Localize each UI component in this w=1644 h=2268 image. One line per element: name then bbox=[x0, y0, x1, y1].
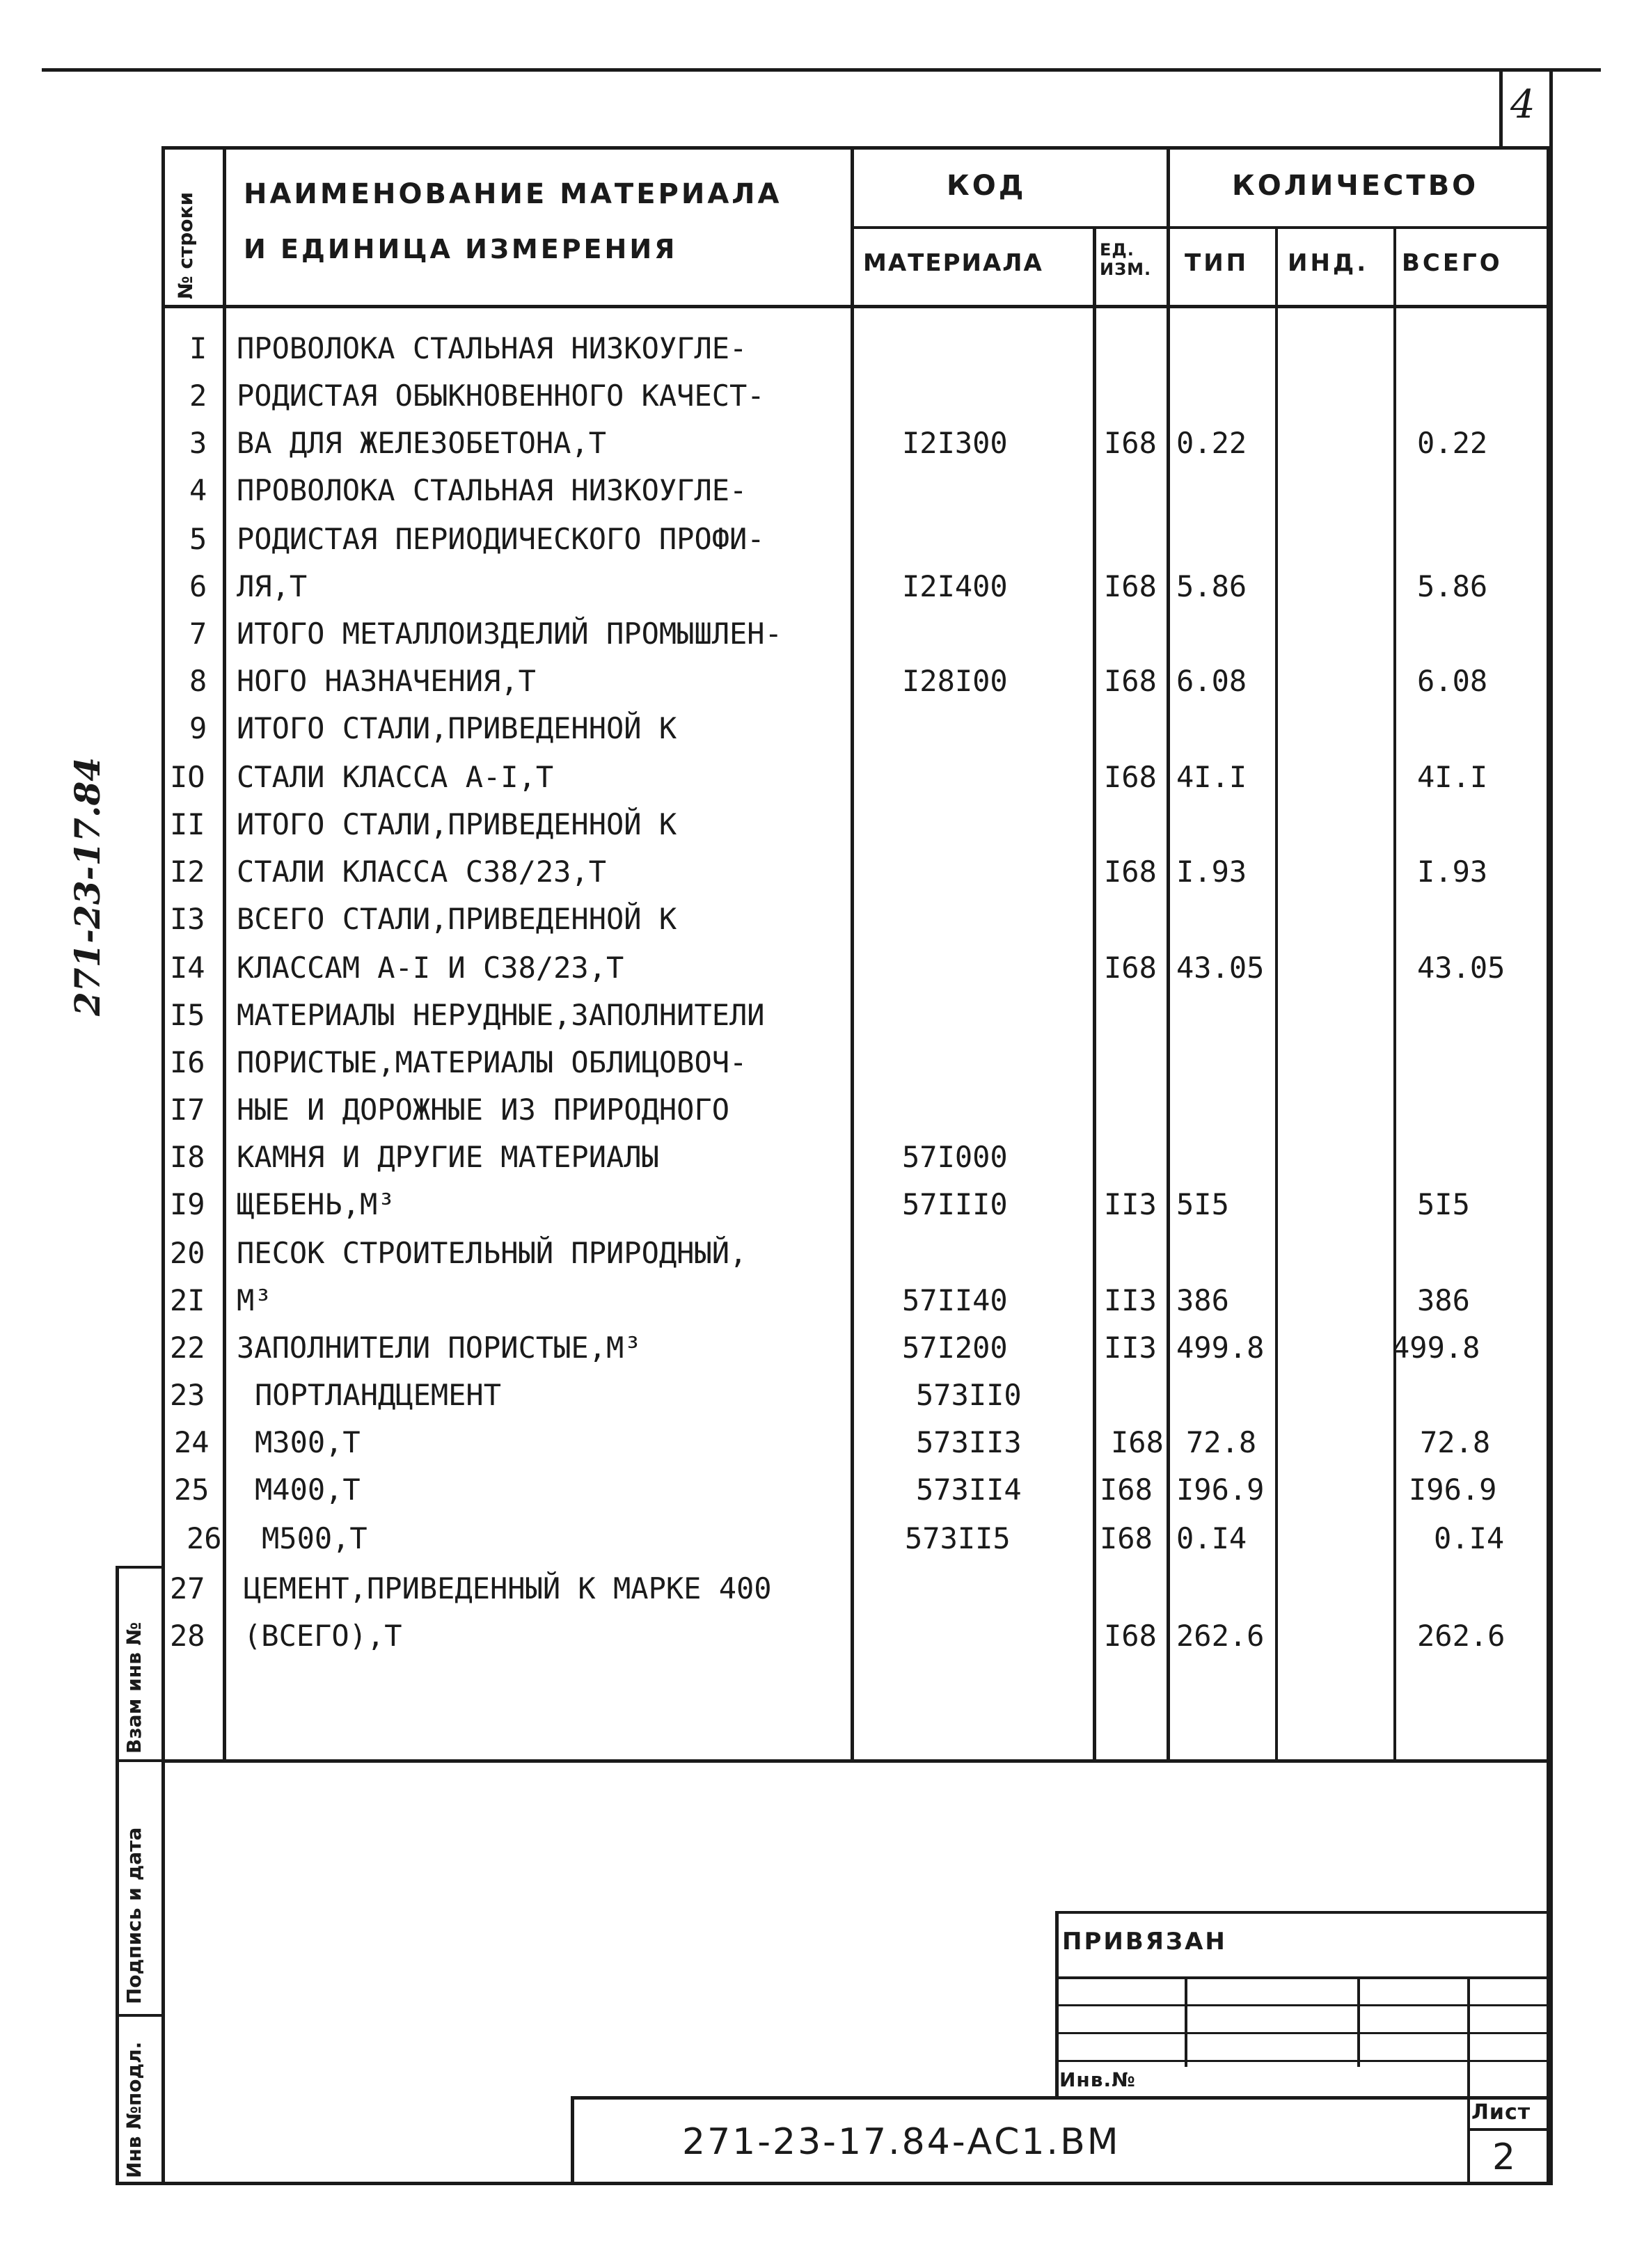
row-number: 28 bbox=[170, 1619, 205, 1653]
row-type: 5I5 bbox=[1176, 1187, 1229, 1221]
row-name: ЗАПОЛНИТЕЛИ ПОРИСТЫЕ,М³ bbox=[237, 1331, 642, 1365]
row-number: I3 bbox=[170, 902, 205, 936]
header-code: КОД bbox=[947, 170, 1027, 202]
header-row-number: № строки bbox=[174, 191, 197, 299]
stamp-box-top bbox=[1055, 1911, 1549, 1914]
row-number: 7 bbox=[189, 617, 207, 651]
row-total: 262.6 bbox=[1417, 1619, 1505, 1653]
row-name: ИТОГО СТАЛИ,ПРИВЕДЕННОЙ К bbox=[237, 711, 677, 745]
row-name: ЦЕМЕНТ,ПРИВЕДЕННЫЙ К МАРКЕ 400 bbox=[244, 1571, 772, 1605]
sheet-box-divider bbox=[1467, 2128, 1549, 2131]
row-number: 20 bbox=[170, 1236, 205, 1270]
row-type: I.93 bbox=[1176, 855, 1247, 889]
row-total: 5I5 bbox=[1417, 1187, 1470, 1221]
row-name: ПРОВОЛОКА СТАЛЬНАЯ НИЗКОУГЛЕ- bbox=[237, 331, 748, 365]
sheet-number: 2 bbox=[1492, 2136, 1516, 2178]
row-type: 6.08 bbox=[1176, 664, 1247, 698]
sheet-label: Лист bbox=[1471, 2100, 1531, 2125]
row-number: 24 bbox=[174, 1425, 210, 1459]
row-code: 573II4 bbox=[916, 1473, 1022, 1507]
row-name: М500,Т bbox=[262, 1521, 367, 1555]
row-code: 57I200 bbox=[902, 1331, 1008, 1365]
row-name: НЫЕ И ДОРОЖНЫЕ ИЗ ПРИРОДНОГО bbox=[237, 1093, 730, 1127]
header-q-type: ТИП bbox=[1185, 249, 1249, 277]
row-number: 4 bbox=[189, 473, 207, 507]
side-strip-top bbox=[116, 1566, 163, 1569]
side-strip-sep2 bbox=[116, 2014, 163, 2017]
row-name: ИТОГО МЕТАЛЛОИЗДЕЛИЙ ПРОМЫШЛЕН- bbox=[237, 617, 782, 651]
row-number: I4 bbox=[170, 951, 205, 985]
row-number: 2 bbox=[189, 379, 207, 413]
row-unit: I68 bbox=[1111, 1425, 1164, 1459]
row-unit: I68 bbox=[1100, 1473, 1153, 1507]
row-total: 0.22 bbox=[1417, 426, 1488, 460]
row-number: 9 bbox=[189, 711, 207, 745]
side-strip-sep1 bbox=[116, 1759, 163, 1762]
side-label-sign-date: Подпись и дата bbox=[122, 1827, 145, 2004]
row-type: 43.05 bbox=[1176, 951, 1265, 985]
row-type: 0.22 bbox=[1176, 426, 1247, 460]
row-total: 72.8 bbox=[1420, 1425, 1491, 1459]
row-number: I bbox=[189, 331, 207, 365]
row-number: 22 bbox=[170, 1331, 205, 1365]
row-total: 43.05 bbox=[1417, 951, 1505, 985]
page-number-box-left bbox=[1499, 70, 1503, 146]
row-name: М400,Т bbox=[255, 1473, 361, 1507]
row-number: I2 bbox=[170, 855, 205, 889]
row-number: 5 bbox=[189, 522, 207, 556]
row-total: 4I.I bbox=[1417, 760, 1488, 794]
page-number: 4 bbox=[1510, 82, 1535, 127]
row-number: I7 bbox=[170, 1093, 205, 1127]
row-name: ИТОГО СТАЛИ,ПРИВЕДЕННОЙ К bbox=[237, 807, 677, 841]
side-document-code: 271-23-17.84 bbox=[67, 756, 108, 1016]
table-top-border bbox=[161, 146, 1549, 150]
header-bottom-line bbox=[161, 305, 1549, 308]
row-name: КЛАССАМ А-I И С38/23,Т bbox=[237, 951, 624, 985]
row-number: I5 bbox=[170, 998, 205, 1032]
row-unit: I68 bbox=[1104, 569, 1157, 603]
header-q-total: ВСЕГО bbox=[1402, 249, 1503, 277]
row-code: I2I400 bbox=[902, 569, 1008, 603]
side-strip-left bbox=[116, 1566, 119, 2185]
stamp-vline-2 bbox=[1357, 1976, 1360, 2067]
row-name: КАМНЯ И ДРУГИЕ МАТЕРИАЛЫ bbox=[237, 1140, 659, 1174]
col-line-rowno bbox=[223, 146, 226, 1761]
side-label-inv-orig: Инв №подл. bbox=[122, 2041, 145, 2178]
header-mid-line bbox=[851, 226, 1547, 229]
stamp-vline-3 bbox=[1467, 1976, 1470, 2185]
header-q-ind: ИНД. bbox=[1288, 249, 1369, 277]
col-line-unit bbox=[1167, 146, 1170, 1761]
document-code: 271-23-17.84-АС1.ВМ bbox=[682, 2121, 1121, 2163]
row-name: СТАЛИ КЛАССА А-I,Т bbox=[237, 760, 554, 794]
row-unit: I68 bbox=[1104, 855, 1157, 889]
row-unit: I68 bbox=[1104, 664, 1157, 698]
row-type: I96.9 bbox=[1176, 1473, 1265, 1507]
row-total: 499.8 bbox=[1392, 1331, 1480, 1365]
bottom-border bbox=[116, 2182, 1549, 2185]
row-total: 386 bbox=[1417, 1283, 1470, 1317]
row-name: РОДИСТАЯ ПЕРИОДИЧЕСКОГО ПРОФИ- bbox=[237, 522, 765, 556]
table-right-border bbox=[1547, 146, 1550, 2185]
row-name: М300,Т bbox=[255, 1425, 361, 1459]
row-number: I9 bbox=[170, 1187, 205, 1221]
col-line-type bbox=[1275, 226, 1278, 1761]
title-block-top bbox=[571, 2096, 1549, 2100]
row-name: (ВСЕГО),Т bbox=[244, 1619, 402, 1653]
row-name: ВА ДЛЯ ЖЕЛЕЗОБЕТОНА,Т bbox=[237, 426, 607, 460]
row-code: 573II5 bbox=[905, 1521, 1011, 1555]
row-name: НОГО НАЗНАЧЕНИЯ,Т bbox=[237, 664, 536, 698]
row-total: 5.86 bbox=[1417, 569, 1488, 603]
row-number: I8 bbox=[170, 1140, 205, 1174]
row-type: 499.8 bbox=[1176, 1331, 1265, 1365]
row-type: 386 bbox=[1176, 1283, 1229, 1317]
table-left-border bbox=[161, 146, 165, 2185]
row-number: I6 bbox=[170, 1045, 205, 1079]
stamp-inv-no-label: Инв.№ bbox=[1059, 2068, 1136, 2091]
row-code: 57I000 bbox=[902, 1140, 1008, 1174]
row-unit: I68 bbox=[1104, 426, 1157, 460]
stamp-attached-label: ПРИВЯЗАН bbox=[1062, 1928, 1227, 1956]
stamp-line-4 bbox=[1055, 2060, 1549, 2062]
row-code: 573II0 bbox=[916, 1378, 1022, 1412]
row-total: 0.I4 bbox=[1434, 1521, 1505, 1555]
row-name: ЛЯ,Т bbox=[237, 569, 308, 603]
row-unit: II3 bbox=[1104, 1283, 1157, 1317]
row-unit: I68 bbox=[1100, 1521, 1153, 1555]
side-label-vzam-inv: Взам инв № bbox=[122, 1621, 145, 1754]
header-name-line1: НАИМЕНОВАНИЕ МАТЕРИАЛА bbox=[244, 178, 782, 210]
row-name: РОДИСТАЯ ОБЫКНОВЕННОГО КАЧЕСТ- bbox=[237, 379, 765, 413]
row-number: 27 bbox=[170, 1571, 205, 1605]
row-unit: II3 bbox=[1104, 1331, 1157, 1365]
row-name: ПОРТЛАНДЦЕМЕНТ bbox=[255, 1378, 502, 1412]
stamp-line-1 bbox=[1055, 1976, 1549, 1979]
row-number: 6 bbox=[189, 569, 207, 603]
row-unit: I68 bbox=[1104, 1619, 1157, 1653]
header-code-material: МАТЕРИАЛА bbox=[863, 249, 1043, 277]
row-code: 57II40 bbox=[902, 1283, 1008, 1317]
row-unit: II3 bbox=[1104, 1187, 1157, 1221]
row-type: 4I.I bbox=[1176, 760, 1247, 794]
row-type: 0.I4 bbox=[1176, 1521, 1247, 1555]
stamp-line-3 bbox=[1055, 2032, 1549, 2034]
row-name: МАТЕРИАЛЫ НЕРУДНЫЕ,ЗАПОЛНИТЕЛИ bbox=[237, 998, 765, 1032]
col-line-code bbox=[1093, 226, 1096, 1761]
row-type: 5.86 bbox=[1176, 569, 1247, 603]
stamp-line-2 bbox=[1055, 2004, 1549, 2006]
row-number: 25 bbox=[174, 1473, 210, 1507]
row-number: II bbox=[170, 807, 205, 841]
table-bottom-line bbox=[161, 1759, 1549, 1763]
row-code: I28I00 bbox=[902, 664, 1008, 698]
row-unit: I68 bbox=[1104, 760, 1157, 794]
row-number: 3 bbox=[189, 426, 207, 460]
col-line-ind bbox=[1393, 226, 1396, 1761]
row-type: 72.8 bbox=[1186, 1425, 1257, 1459]
row-total: I96.9 bbox=[1409, 1473, 1497, 1507]
header-name-line2: И ЕДИНИЦА ИЗМЕРЕНИЯ bbox=[244, 234, 678, 264]
row-number: 23 bbox=[170, 1378, 205, 1412]
row-name: ПРОВОЛОКА СТАЛЬНАЯ НИЗКОУГЛЕ- bbox=[237, 473, 748, 507]
row-unit: I68 bbox=[1104, 951, 1157, 985]
top-border bbox=[42, 68, 1601, 72]
col-line-name bbox=[851, 146, 854, 1761]
row-number: 26 bbox=[187, 1521, 222, 1555]
row-type: 262.6 bbox=[1176, 1619, 1265, 1653]
title-block-left bbox=[571, 2096, 574, 2185]
row-total: I.93 bbox=[1417, 855, 1488, 889]
row-name: ЩЕБЕНЬ,М³ bbox=[237, 1187, 395, 1221]
header-code-unit: ЕД. ИЗМ. bbox=[1100, 240, 1152, 279]
row-name: ПОРИСТЫЕ,МАТЕРИАЛЫ ОБЛИЦОВОЧ- bbox=[237, 1045, 748, 1079]
row-total: 6.08 bbox=[1417, 664, 1488, 698]
row-name: СТАЛИ КЛАССА С38/23,Т bbox=[237, 855, 607, 889]
row-name: ВСЕГО СТАЛИ,ПРИВЕДЕННОЙ К bbox=[237, 902, 677, 936]
row-code: 57III0 bbox=[902, 1187, 1008, 1221]
row-name: ПЕСОК СТРОИТЕЛЬНЫЙ ПРИРОДНЫЙ, bbox=[237, 1236, 748, 1270]
row-number: 2I bbox=[170, 1283, 205, 1317]
row-number: 8 bbox=[189, 664, 207, 698]
row-number: IO bbox=[170, 760, 205, 794]
row-code: 573II3 bbox=[916, 1425, 1022, 1459]
row-code: I2I300 bbox=[902, 426, 1008, 460]
header-quantity: КОЛИЧЕСТВО bbox=[1232, 170, 1479, 202]
row-name: М³ bbox=[237, 1283, 272, 1317]
stamp-vline-1 bbox=[1185, 1976, 1187, 2067]
